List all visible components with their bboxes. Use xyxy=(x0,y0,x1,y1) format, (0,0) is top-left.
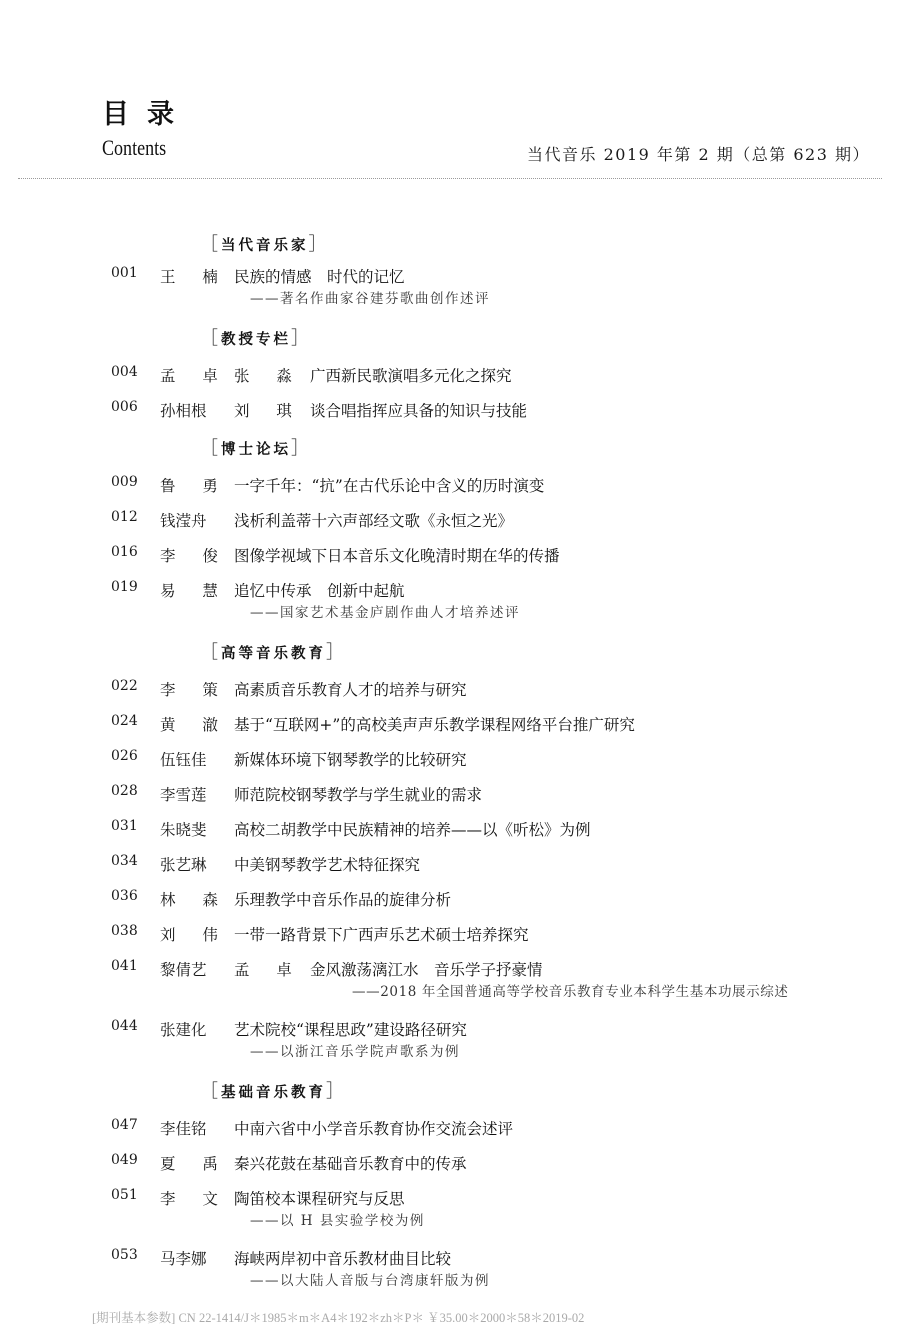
coauthor: 孟 卓 xyxy=(234,961,303,979)
toc-entry[interactable] xyxy=(0,888,900,912)
toc-entry[interactable] xyxy=(0,579,900,621)
page-number: 038 xyxy=(111,923,138,939)
article-title[interactable]: 基于“互联网+”的高校美声声乐教学课程网络平台推广研究 xyxy=(234,716,635,734)
author: 王 楠 xyxy=(160,268,229,286)
article-title[interactable]: 乐理教学中音乐作品的旋律分析 xyxy=(234,891,452,909)
author: 朱晓斐 xyxy=(160,821,207,839)
article-title[interactable]: 秦兴花鼓在基础音乐教育中的传承 xyxy=(234,1155,467,1173)
toc-entry[interactable] xyxy=(0,544,900,568)
section-heading xyxy=(200,434,312,460)
page-number: 009 xyxy=(111,474,138,490)
author: 张艺琳 xyxy=(160,856,207,874)
section-bracket-right: ］ xyxy=(326,1081,347,1102)
toc-entry[interactable] xyxy=(0,783,900,807)
article-title[interactable]: 中南六省中小学音乐教育协作交流会述评 xyxy=(234,1120,514,1138)
coauthor: 张 淼 xyxy=(234,367,303,385)
page-number: 031 xyxy=(111,818,138,834)
toc-entry[interactable] xyxy=(0,958,900,1000)
toc-entry[interactable] xyxy=(0,1152,900,1176)
article-title[interactable]: 一带一路背景下广西声乐艺术硕士培养探究 xyxy=(234,926,529,944)
page-number: 012 xyxy=(111,509,138,525)
section-name: 博士论坛 xyxy=(221,442,291,458)
section-bracket-right: ］ xyxy=(326,642,347,663)
page-title-en: Contents xyxy=(102,135,167,160)
page-number: 036 xyxy=(111,888,138,904)
page-number: 022 xyxy=(111,678,138,694)
author: 李 文 xyxy=(160,1190,229,1208)
page-number: 028 xyxy=(111,783,138,799)
article-title[interactable]: 追忆中传承 创新中起航 xyxy=(234,582,405,600)
author: 黎倩艺 xyxy=(160,961,207,979)
article-title[interactable]: 金风激荡漓江水 音乐学子抒豪情 xyxy=(310,961,543,979)
article-title[interactable]: 一字千年：“抗”在古代乐论中含义的历时演变 xyxy=(234,477,545,495)
toc-entry[interactable] xyxy=(0,265,900,307)
toc-entry[interactable] xyxy=(0,364,900,388)
author: 马李娜 xyxy=(160,1250,207,1268)
author: 李雪莲 xyxy=(160,786,207,804)
page-number: 051 xyxy=(111,1187,138,1203)
page-number: 034 xyxy=(111,853,138,869)
article-title[interactable]: 高校二胡教学中民族精神的培养——以《听松》为例 xyxy=(234,821,591,839)
section-bracket-right: ］ xyxy=(291,438,312,459)
page-number: 026 xyxy=(111,748,138,764)
section-bracket-right: ］ xyxy=(308,234,330,255)
author: 李 策 xyxy=(160,681,229,699)
article-title[interactable]: 高素质音乐教育人才的培养与研究 xyxy=(234,681,467,699)
author: 黄 澈 xyxy=(160,716,229,734)
toc-entry[interactable] xyxy=(0,1018,900,1060)
toc-entry[interactable] xyxy=(0,509,900,533)
article-title[interactable]: 广西新民歌演唱多元化之探究 xyxy=(310,367,512,385)
section-bracket-left: ［ xyxy=(200,234,221,255)
author: 林 森 xyxy=(160,891,229,909)
author: 孟 卓 xyxy=(160,367,229,385)
page-number: 001 xyxy=(111,265,138,281)
author: 张建化 xyxy=(160,1021,207,1039)
section-heading xyxy=(200,638,347,664)
article-title[interactable]: 浅析利盖蒂十六声部经文歌《永恒之光》 xyxy=(234,512,514,530)
toc-entry[interactable] xyxy=(0,748,900,772)
author: 李 俊 xyxy=(160,547,229,565)
author: 鲁 勇 xyxy=(160,477,229,495)
section-bracket-left: ［ xyxy=(200,1081,221,1102)
toc-entry[interactable] xyxy=(0,1117,900,1141)
page-number: 047 xyxy=(111,1117,138,1133)
toc-entry[interactable] xyxy=(0,1247,900,1289)
author: 易 慧 xyxy=(160,582,229,600)
toc-entry[interactable] xyxy=(0,1187,900,1229)
article-title[interactable]: 中美钢琴教学艺术特征探究 xyxy=(234,856,421,874)
section-name: 教授专栏 xyxy=(221,332,291,348)
article-title[interactable]: 民族的情感 时代的记忆 xyxy=(234,268,405,286)
coauthor: 刘 琪 xyxy=(234,402,303,420)
article-subtitle: ——以大陆人音版与台湾康轩版为例 xyxy=(250,1273,490,1289)
page-number: 019 xyxy=(111,579,138,595)
article-title[interactable]: 艺术院校“课程思政”建设路径研究 xyxy=(234,1021,467,1039)
author: 伍钰佳 xyxy=(160,751,207,769)
section-name: 基础音乐教育 xyxy=(221,1085,326,1101)
section-name: 当代音乐家 xyxy=(221,238,309,254)
article-subtitle: ——著名作曲家谷建芬歌曲创作述评 xyxy=(250,291,490,307)
toc-entry[interactable] xyxy=(0,853,900,877)
article-title[interactable]: 师范院校钢琴教学与学生就业的需求 xyxy=(234,786,483,804)
toc-entry[interactable] xyxy=(0,399,900,423)
toc-entry[interactable] xyxy=(0,818,900,842)
article-title[interactable]: 海峡两岸初中音乐教材曲目比较 xyxy=(234,1250,452,1268)
article-subtitle: ——以 H 县实验学校为例 xyxy=(250,1213,425,1229)
toc-entry[interactable] xyxy=(0,713,900,737)
article-title[interactable]: 谈合唱指挥应具备的知识与技能 xyxy=(310,402,528,420)
section-name: 高等音乐教育 xyxy=(221,646,326,662)
page-number: 049 xyxy=(111,1152,138,1168)
toc-entry[interactable] xyxy=(0,923,900,947)
section-heading xyxy=(200,324,312,350)
article-title[interactable]: 图像学视域下日本音乐文化晚清时期在华的传播 xyxy=(234,547,560,565)
page-number: 053 xyxy=(111,1247,138,1263)
article-title[interactable]: 陶笛校本课程研究与反思 xyxy=(234,1190,405,1208)
issue-info: 当代音乐 2019 年第 2 期（总第 623 期） xyxy=(527,145,870,164)
author: 刘 伟 xyxy=(160,926,229,944)
page-number: 004 xyxy=(111,364,138,380)
author: 钱滢舟 xyxy=(160,512,207,530)
author: 孙相根 xyxy=(160,402,207,420)
page-number: 044 xyxy=(111,1018,138,1034)
section-heading xyxy=(200,230,330,256)
footer-parameters: [期刊基本参数] CN 22-1414/J＊1985＊m＊A4＊192＊zh＊P＊ ￥35.00＊2000＊58＊2019-02 xyxy=(92,1311,585,1325)
toc-entry[interactable] xyxy=(0,474,900,498)
author: 李佳铭 xyxy=(160,1120,207,1138)
article-title[interactable]: 新媒体环境下钢琴教学的比较研究 xyxy=(234,751,467,769)
page-number: 024 xyxy=(111,713,138,729)
page-number: 016 xyxy=(111,544,138,560)
section-bracket-right: ］ xyxy=(291,328,312,349)
page-title-cn: 目录 xyxy=(102,99,192,130)
section-bracket-left: ［ xyxy=(200,328,221,349)
toc-entry[interactable] xyxy=(0,678,900,702)
article-subtitle: ——国家艺术基金庐剧作曲人才培养述评 xyxy=(250,605,520,621)
page-number: 006 xyxy=(111,399,138,415)
article-subtitle: ——2018 年全国普通高等学校音乐教育专业本科学生基本功展示综述 xyxy=(352,984,789,1000)
author: 夏 禹 xyxy=(160,1155,229,1173)
page-number: 041 xyxy=(111,958,138,974)
article-subtitle: ——以浙江音乐学院声歌系为例 xyxy=(250,1044,460,1060)
section-bracket-left: ［ xyxy=(200,438,221,459)
section-heading xyxy=(200,1077,347,1103)
section-bracket-left: ［ xyxy=(200,642,221,663)
